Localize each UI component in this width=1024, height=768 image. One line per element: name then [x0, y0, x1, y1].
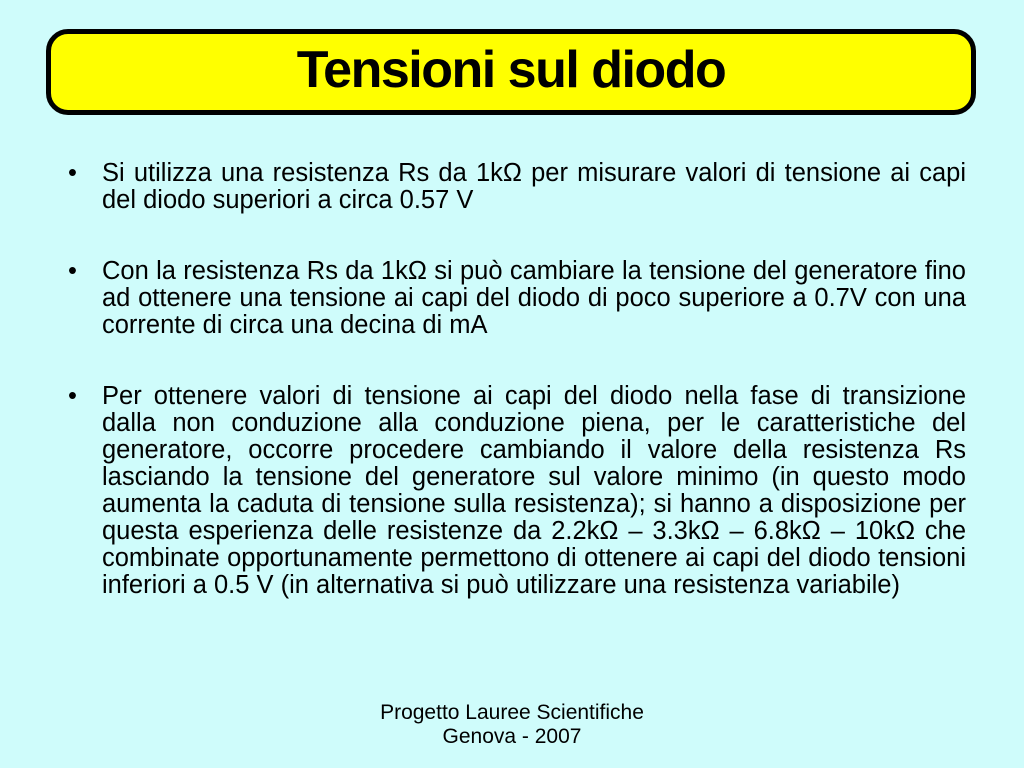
bullet-dot-icon: •: [68, 159, 77, 187]
bullet-dot-icon: •: [68, 257, 77, 285]
bullet-list: [66, 160, 966, 599]
bullet-text: Con la resistenza Rs da 1kΩ si può cambiare la tensione del generatore fino ad ottenere una tensione ai capi del diodo di poco superiore a 0.7V con una corrente di circa una decina di mA: [102, 257, 966, 339]
footer-line-2: Genova - 2007: [442, 724, 582, 748]
bullet-item: [66, 258, 966, 339]
slide-title-box: [46, 29, 976, 115]
bullet-text: Per ottenere valori di tensione ai capi del diodo nella fase di transizione dalla non conduzione alla conduzione piena, per le caratteristiche del generatore, occorre procedere cambiando il valore della resistenza Rs lasciando la tensione del generatore sul valore minimo (in questo modo aumenta la caduta di tensione sulla resistenza); si hanno a disposizione per questa esperienza delle resistenze da 2.2kΩ – 3.3kΩ – 6.8kΩ – 10kΩ che combinate opportunamente permettono di ottenere ai capi del diodo tensioni inferiori a 0.5 V (in alternativa si può utilizzare una resistenza variabile): [102, 382, 966, 599]
bullet-text: Si utilizza una resistenza Rs da 1kΩ per misurare valori di tensione ai capi del diodo superiori a circa 0.57 V: [102, 159, 966, 214]
slide-footer: [0, 701, 1024, 748]
slide-title: Tensioni sul diodo: [296, 41, 726, 99]
bullet-dot-icon: •: [68, 382, 77, 410]
footer-line-1: Progetto Lauree Scientifiche: [380, 701, 644, 724]
bullet-item: [66, 383, 966, 599]
bullet-item: [66, 160, 966, 214]
